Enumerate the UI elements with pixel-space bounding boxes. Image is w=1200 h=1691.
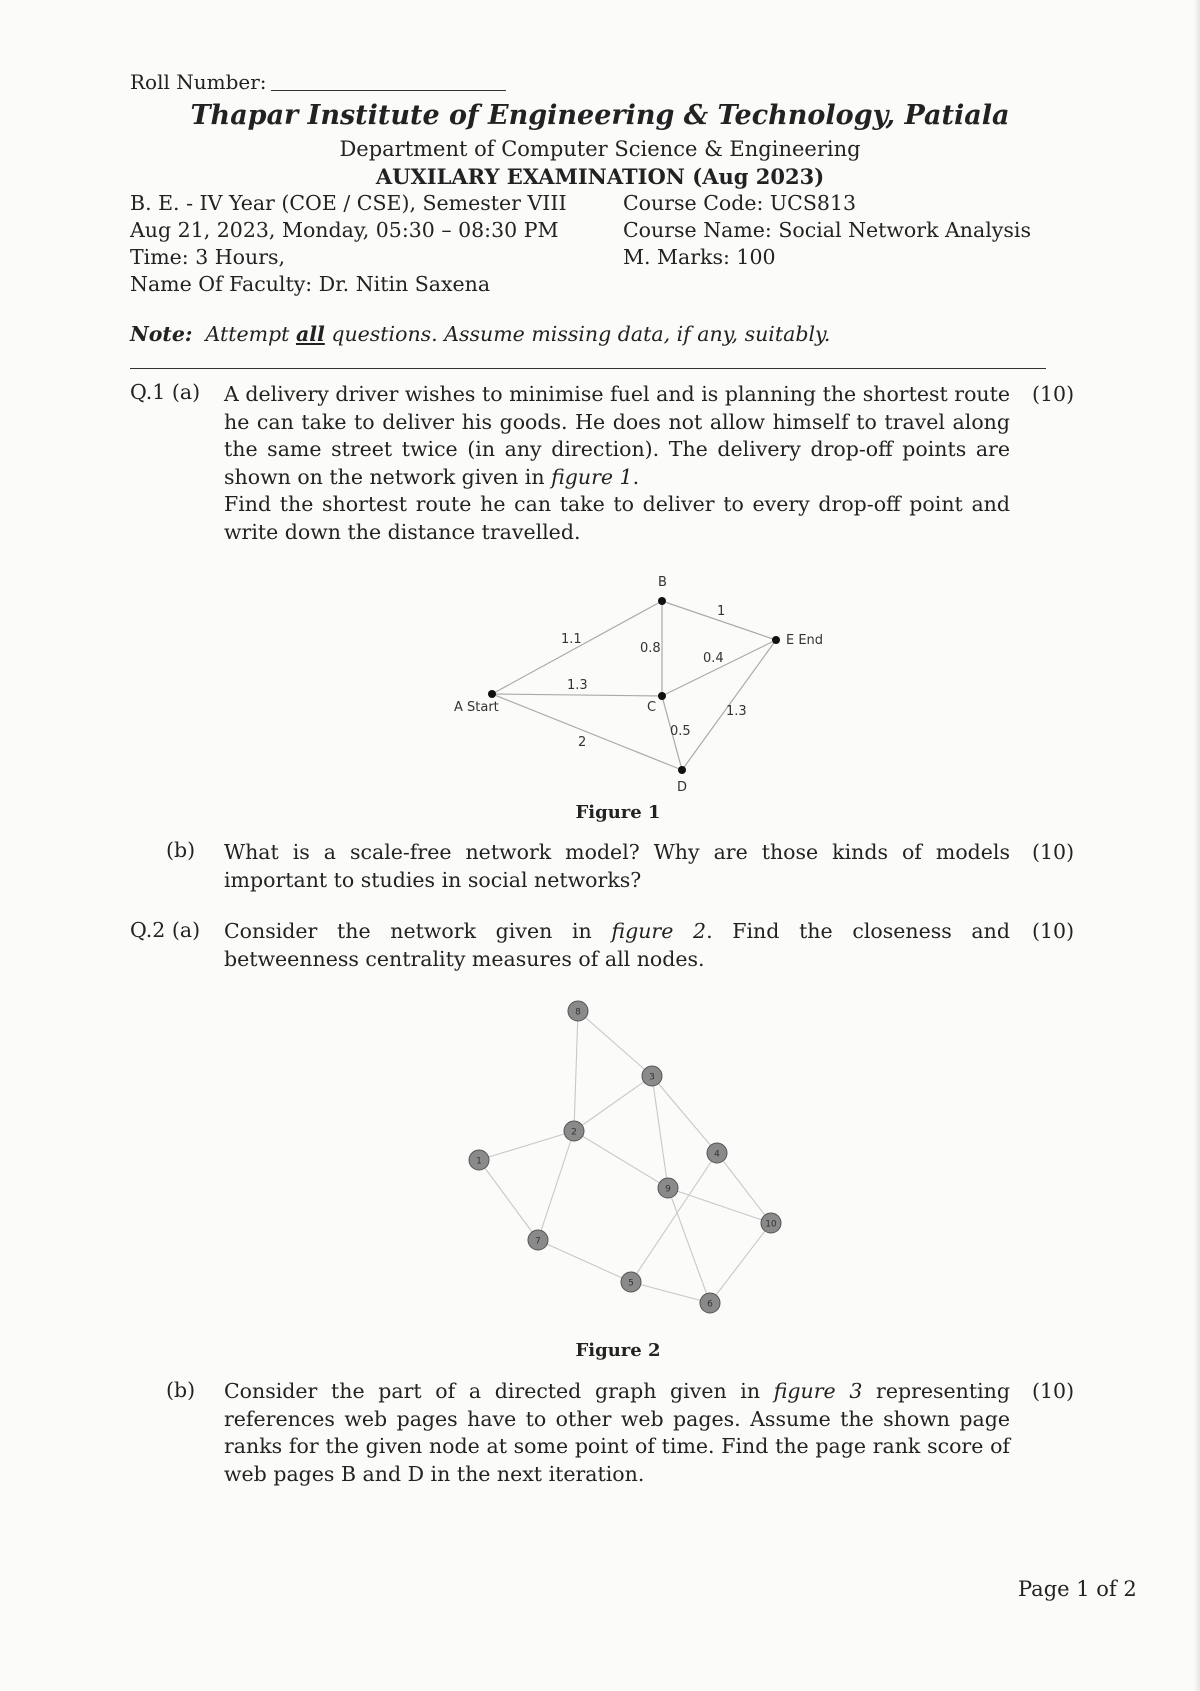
course-name-line: Course Name: Social Network Analysis [623, 218, 1031, 242]
roll-number [130, 70, 506, 94]
q1b-marks: (10) [1032, 840, 1075, 864]
weight-d-e: 1.3 [726, 704, 747, 719]
edge-4-10 [717, 1153, 771, 1223]
node-8 [568, 1001, 588, 1021]
figure-2-caption: Figure 2 [575, 1340, 661, 1361]
exam-title: AUXILARY EXAMINATION (Aug 2023) [375, 164, 825, 189]
q2a-number: Q.2 (a) [130, 918, 201, 942]
q1a-p1-post: . [632, 464, 640, 489]
node-label: 5 [628, 1278, 634, 1289]
roll-number-blank [271, 90, 506, 91]
faculty-line: Name Of Faculty: Dr. Nitin Saxena [130, 272, 491, 296]
node-9 [658, 1178, 678, 1198]
figure-2-graph [460, 990, 800, 1320]
node-label-a: A Start [454, 700, 499, 715]
node-d [678, 766, 686, 774]
q2a-post: . Find the closeness and betweenness centrality measures of all nodes. [224, 919, 1010, 971]
node-e [772, 636, 780, 644]
node-label: 1 [476, 1156, 482, 1167]
page-number: Page 1 of 2 [1018, 1577, 1137, 1601]
q1b-number: (b) [166, 838, 196, 862]
q2a-figure-ref: figure 2 [611, 919, 707, 943]
edge-2-9 [574, 1131, 668, 1188]
note-pre: Attempt [205, 322, 290, 346]
edge-8-3 [578, 1011, 652, 1076]
q2a-marks: (10) [1032, 919, 1075, 943]
header-divider [130, 368, 1046, 369]
figure-1-caption: Figure 1 [575, 802, 661, 823]
edge-1-7 [479, 1160, 538, 1240]
node-a [488, 690, 496, 698]
node-label-d: D [677, 780, 688, 795]
node-label: 6 [707, 1299, 713, 1310]
instructions-note [130, 322, 830, 346]
node-c [658, 692, 666, 700]
weight-c-d: 0.5 [670, 724, 691, 739]
node-2 [564, 1121, 584, 1141]
node-label: 9 [665, 1184, 671, 1195]
q2b-text [224, 1378, 1010, 1488]
date-line: Aug 21, 2023, Monday, 05:30 – 08:30 PM [130, 218, 559, 242]
edge-a-c [492, 694, 662, 696]
node-3 [642, 1066, 662, 1086]
weight-c-e: 0.4 [703, 651, 724, 666]
node-label: 2 [571, 1127, 577, 1138]
q1a-p1-pre: A delivery driver wishes to minimise fuel and is planning the shortest route he can take to deliver his goods. He does not allow himself to travel along the same street twice (in any direction). The delivery drop-off points are shown on the network given in [224, 382, 1010, 489]
max-marks-line: M. Marks: 100 [623, 245, 776, 269]
page-edge [1194, 0, 1200, 1691]
weight-a-b: 1.1 [561, 632, 582, 647]
q2b-number: (b) [166, 1378, 196, 1402]
institute-name: Thapar Institute of Engineering & Technology, Patiala [190, 100, 1010, 131]
node-label: 8 [575, 1007, 581, 1018]
edge-10-6 [710, 1223, 771, 1303]
q1a-marks: (10) [1032, 382, 1075, 406]
q1a-paragraph-1 [224, 381, 1010, 491]
q2a-pre: Consider the network given in [224, 919, 592, 943]
edge-c-e [662, 640, 776, 696]
q2b-post: representing references web pages have to other web pages. Assume the shown page ranks for the given node at some point of time. Find the page rank score of web pages B and D in the next iteration. [224, 1379, 1010, 1486]
node-5 [621, 1272, 641, 1292]
node-label: 7 [535, 1236, 541, 1247]
department-name: Department of Computer Science & Engineering [339, 137, 861, 161]
q1a-text [224, 381, 1010, 546]
q2a-text [224, 918, 1010, 973]
edge-9-6 [668, 1188, 710, 1303]
weight-a-d: 2 [578, 735, 587, 750]
figure-1-graph [440, 570, 840, 800]
program-line: B. E. - IV Year (COE / CSE), Semester VIII [130, 191, 567, 215]
note-emphasis: all [295, 322, 325, 346]
q1a-paragraph-2: Find the shortest route he can take to deliver to every drop-off point and write down the distance travelled. [224, 492, 1010, 544]
exam-meta-left [130, 190, 567, 298]
course-code-line: Course Code: UCS813 [623, 191, 857, 215]
q2b-pre: Consider the part of a directed graph given in [224, 1379, 761, 1403]
exam-meta-right [623, 190, 1031, 271]
node-label: 4 [714, 1149, 720, 1160]
q2b-figure-ref: figure 3 [773, 1379, 863, 1403]
note-post: questions. Assume missing data, if any, suitably. [331, 322, 831, 346]
node-label-c: C [647, 700, 657, 715]
edge-2-7 [538, 1131, 574, 1240]
weight-b-e: 1 [717, 604, 726, 619]
weight-b-c: 0.8 [640, 641, 661, 656]
q1a-number: Q.1 (a) [130, 380, 201, 404]
node-label: 3 [649, 1072, 655, 1083]
node-4 [707, 1143, 727, 1163]
q1b-text: What is a scale-free network model? Why are those kinds of models important to studies in social networks? [224, 840, 1010, 892]
edge-2-1 [479, 1131, 574, 1160]
node-10 [761, 1213, 781, 1233]
node-7 [528, 1230, 548, 1250]
node-b [658, 597, 666, 605]
roll-number-label: Roll Number: [130, 70, 267, 94]
edge-5-4 [631, 1153, 717, 1282]
edge-7-5 [538, 1240, 631, 1282]
time-line: Time: 3 Hours, [130, 245, 286, 269]
node-label-e: E End [786, 633, 824, 648]
node-label: 10 [765, 1219, 777, 1230]
node-6 [700, 1293, 720, 1313]
edge-9-10 [668, 1188, 771, 1223]
node-1 [469, 1150, 489, 1170]
node-label-b: B [658, 575, 667, 590]
q2b-marks: (10) [1032, 1379, 1075, 1403]
weight-a-c: 1.3 [567, 678, 588, 693]
q1a-figure-ref: figure 1 [551, 464, 633, 489]
note-label: Note: [130, 322, 193, 346]
edge-5-6 [631, 1282, 710, 1303]
edge-8-2 [574, 1011, 578, 1131]
edge-3-2 [574, 1076, 652, 1131]
